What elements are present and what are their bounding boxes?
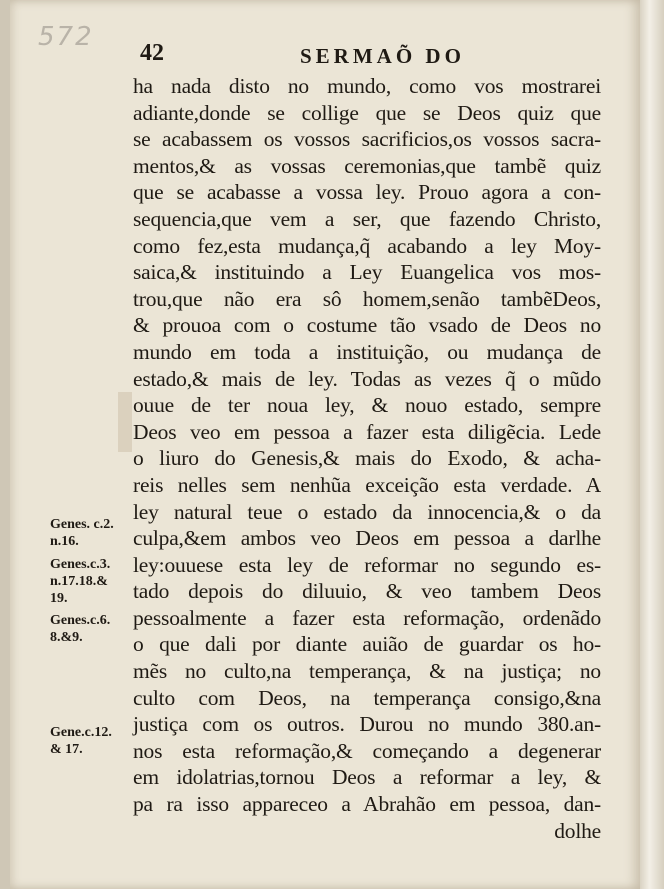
page-edge bbox=[640, 0, 664, 889]
folio-number: 42 bbox=[140, 40, 164, 66]
text-line: saica,& instituindo a Ley Euangelica vos mos- bbox=[133, 260, 601, 285]
text-line: ley:ouuese esta ley de reformar no segundo es- bbox=[133, 552, 601, 577]
pencil-page-number: 572 bbox=[38, 22, 94, 52]
text-line: trou,que não era sô homem,senão tambẽDeos, bbox=[133, 286, 601, 311]
margin-note-line: & 17. bbox=[50, 742, 83, 757]
text-line: culto com Deos, na temperança consigo,&na bbox=[133, 685, 601, 710]
margin-note-line: Genes. c.2. bbox=[50, 517, 114, 532]
text-line: justiça com os outros. Durou no mundo 380.an- bbox=[133, 712, 601, 737]
margin-note-1 bbox=[50, 516, 136, 550]
text-line: que se acabasse a vossa ley. Prouo agora a con- bbox=[133, 180, 601, 205]
margin-note-line: n.17.18.& bbox=[50, 574, 108, 589]
ink-bleed bbox=[118, 392, 132, 452]
text-line: Deos veo em pessoa a fazer esta diligẽcia. Lede bbox=[133, 419, 601, 444]
margin-note-line: 8.&9. bbox=[50, 630, 83, 645]
text-line: & prouoa com o costume tão vsado de Deos no bbox=[133, 313, 601, 338]
text-line: pessoalmente a fazer esta reformação, ordenãdo bbox=[133, 605, 601, 630]
text-line: nos esta reformação,& começando a degenerar bbox=[133, 738, 601, 763]
text-line: se acabassem os vossos sacrificios,os vossos sacra- bbox=[133, 127, 601, 152]
text-line: tado depois do diluuio, & veo tambem Deos bbox=[133, 579, 601, 604]
text-line: sequencia,que vem a ser, que fazendo Christo, bbox=[133, 206, 601, 231]
running-head: SERMAÕ DO bbox=[300, 44, 465, 68]
margin-note-line: n.16. bbox=[50, 534, 79, 549]
body-text bbox=[133, 73, 601, 844]
margin-note-line: 19. bbox=[50, 591, 68, 606]
text-line: em idolatrias,tornou Deos a reformar a ley, & bbox=[133, 765, 601, 790]
text-line: ha nada disto no mundo, como vos mostrarei bbox=[133, 74, 601, 98]
text-line: dolhe bbox=[554, 818, 601, 843]
text-line: o que dali por diante auião de guardar os ho- bbox=[133, 632, 601, 657]
margin-note-line: Genes.c.3. bbox=[50, 557, 111, 572]
text-line: como fez,esta mudança,q̃ acabando a ley Moy- bbox=[133, 233, 601, 258]
text-line: culpa,&em ambos veo Deos em pessoa a darlhe bbox=[133, 526, 601, 551]
text-line: mẽs no culto,na temperança, & na justiça; no bbox=[133, 659, 601, 684]
text-line: o liuro do Genesis,& mais do Exodo, & acha- bbox=[133, 446, 601, 471]
text-line: pa ra isso appareceo a Abrahão em pessoa, dan- bbox=[133, 792, 601, 817]
margin-note-3 bbox=[50, 612, 136, 646]
text-line: reis nelles sem nenhũa exceição esta verdade. A bbox=[133, 472, 601, 497]
margin-note-line: Genes.c.6. bbox=[50, 613, 111, 628]
text-line: ouue de ter noua ley, & nouo estado, sempre bbox=[133, 393, 601, 418]
margin-note-4 bbox=[50, 724, 136, 758]
text-line: mentos,& as vossas ceremonias,que tambẽ quiz bbox=[133, 153, 601, 178]
text-line: adiante,donde se collige que se Deos quiz que bbox=[133, 100, 601, 125]
text-line: ley natural teue o estado da innocencia,& o da bbox=[133, 499, 601, 524]
text-line: estado,& mais de ley. Todas as vezes q̃ o mũdo bbox=[133, 366, 601, 391]
text-line: mundo em toda a instituição, ou mudança de bbox=[133, 339, 601, 364]
margin-note-2 bbox=[50, 556, 136, 607]
margin-note-line: Gene.c.12. bbox=[50, 725, 112, 740]
